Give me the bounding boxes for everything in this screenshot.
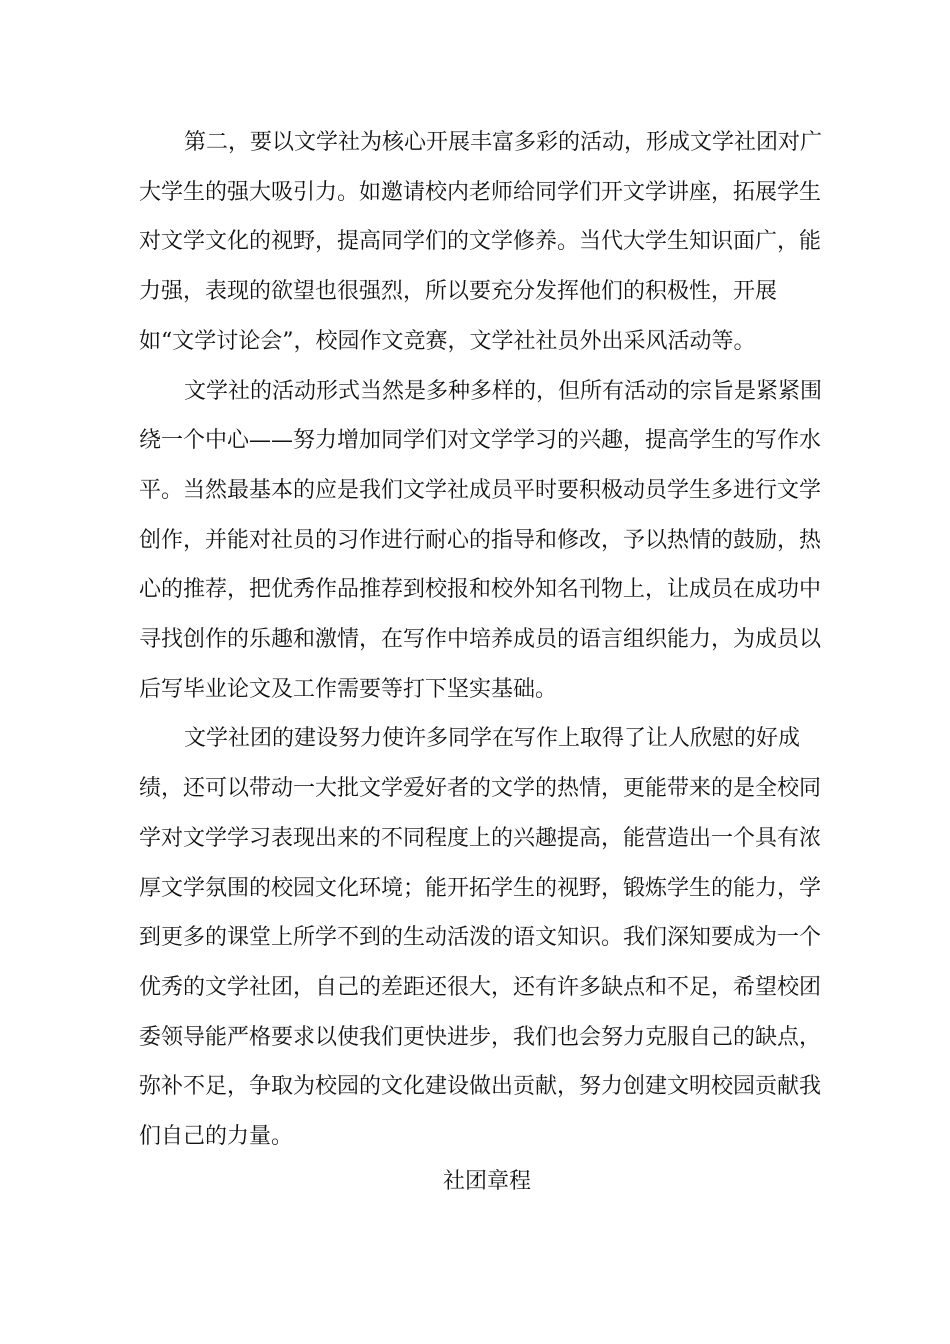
document-body	[139, 118, 829, 1202]
paragraph-1: 第二，要以文学社为核心开展丰富多彩的活动，形成文学社团对广大学生的强大吸引力。如邀请校内老师给同学们开文学讲座，拓展学生对文学文化的视野，提高同学们的文学修养。当代大学生知识面广，能力强，表现的欲望也很强烈，所以要充分发挥他们的积极性，开展如“文学讨论会”，校园作文竞赛，文学社社员外出采风活动等。	[139, 130, 823, 354]
paragraph-3: 文学社团的建设努力使许多同学在写作上取得了让人欣慰的好成绩，还可以带动一大批文学爱好者的文学的热情，更能带来的是全校同学对文学学习表现出来的不同程度上的兴趣提高，能营造出一个具有浓厚文学氛围的校园文化环境；能开拓学生的视野，锻炼学生的能力，学到更多的课堂上所学不到的生动活泼的语文知识。我们深知要成为一个优秀的文学社团，自己的差距还很大，还有许多缺点和不足，希望校团委领导能严格要求以使我们更快进步，我们也会努力克服自己的缺点，弥补不足，争取为校园的文化建设做出贡献，努力创建文明校园贡献我们自己的力量。	[139, 726, 822, 1150]
section-heading: 社团章程	[442, 1168, 531, 1194]
paragraph-2: 文学社的活动形式当然是多种多样的，但所有活动的宗旨是紧紧围绕一个中心——努力增加同学们对文学学习的兴趣，提高学生的写作水平。当然最基本的应是我们文学社成员平时要积极动员学生多进行文学创作，并能对社员的习作进行耐心的指导和修改，予以热情的鼓励，热心的推荐，把优秀作品推荐到校报和校外知名刊物上，让成员在成功中寻找创作的乐趣和激情，在写作中培养成员的语言组织能力，为成员以后写毕业论文及工作需要等打下坚实基础。	[139, 378, 823, 702]
